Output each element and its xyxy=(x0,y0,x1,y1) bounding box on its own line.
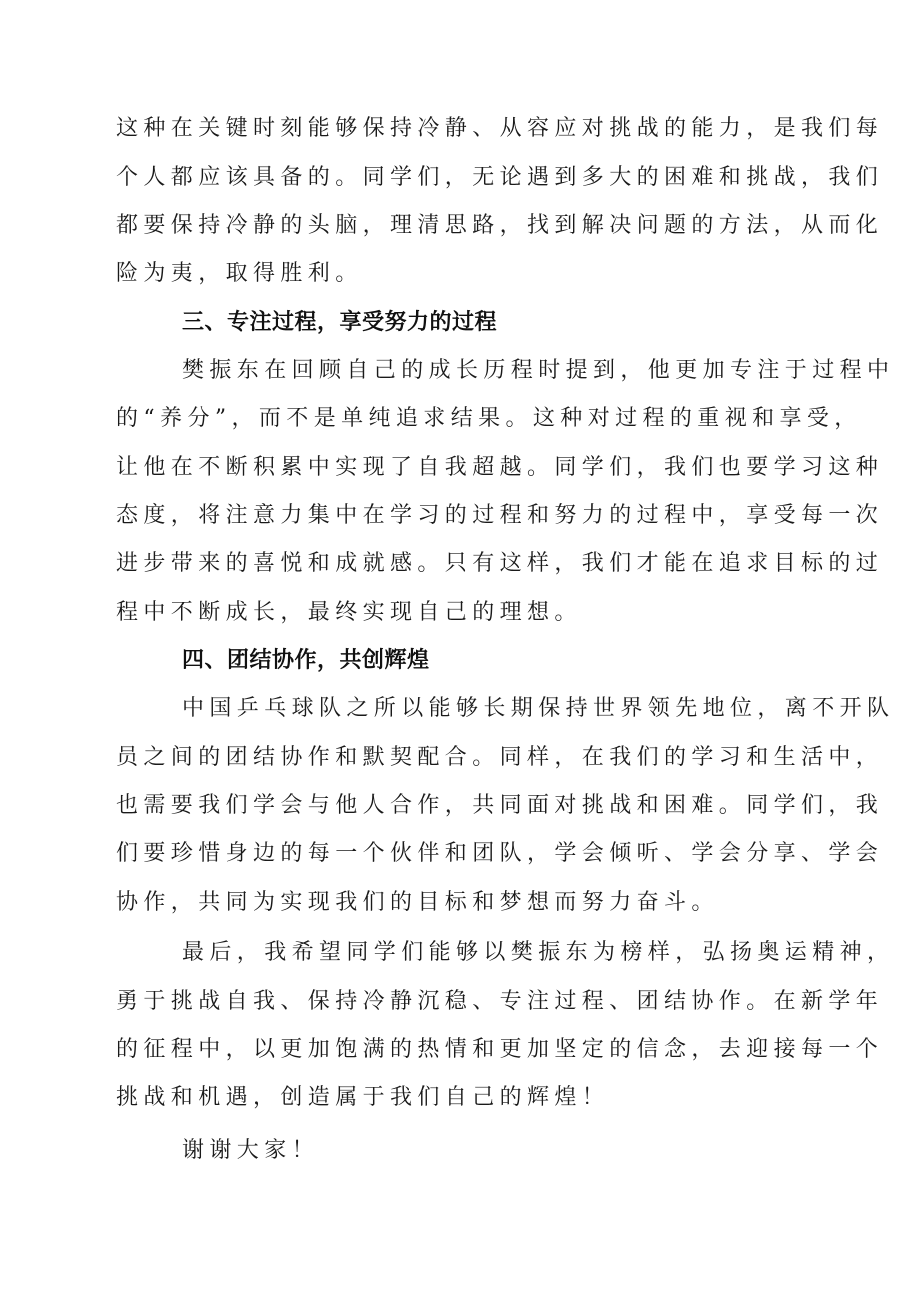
paragraph-2-line-6: 程中不断成长，最终实现自己的理想。 xyxy=(116,600,582,625)
section-heading-4: 四、团结协作，共创辉煌 xyxy=(182,648,430,673)
paragraph-1-line-1: 这种在关键时刻能够保持冷静、从容应对挑战的能力，是我们每 xyxy=(116,116,884,141)
closing-line: 谢谢大家！ xyxy=(182,1138,320,1163)
paragraph-1-line-4: 险为夷，取得胜利。 xyxy=(116,261,363,286)
paragraph-4-line-3: 的征程中，以更加饱满的热情和更加坚定的信念，去迎接每一个 xyxy=(116,1037,884,1062)
paragraph-3-line-1: 中国乒乓球队之所以能够长期保持世界领先地位，离不开队 xyxy=(182,696,895,721)
paragraph-4-line-1: 最后，我希望同学们能够以樊振东为榜样，弘扬奥运精神， xyxy=(182,940,895,965)
section-heading-3: 三、专注过程，享受努力的过程 xyxy=(182,310,498,335)
paragraph-1-line-2: 个人都应该具备的。同学们，无论遇到多大的困难和挑战，我们 xyxy=(116,165,884,190)
paragraph-3-line-2: 员之间的团结协作和默契配合。同样，在我们的学习和生活中， xyxy=(116,745,884,770)
paragraph-2-line-5: 进步带来的喜悦和成就感。只有这样，我们才能在追求目标的过 xyxy=(116,551,884,576)
paragraph-2-line-4: 态度，将注意力集中在学习的过程和努力的过程中，享受每一次 xyxy=(116,503,884,528)
paragraph-2-line-3: 让他在不断积累中实现了自我超越。同学们，我们也要学习这种 xyxy=(116,455,884,480)
paragraph-3-line-3: 也需要我们学会与他人合作，共同面对挑战和困难。同学们，我 xyxy=(116,793,884,818)
paragraph-3-line-5: 协作，共同为实现我们的目标和梦想而努力奋斗。 xyxy=(116,890,719,915)
paragraph-3-line-4: 们要珍惜身边的每一个伙伴和团队，学会倾听、学会分享、学会 xyxy=(116,841,884,866)
paragraph-4-line-2: 勇于挑战自我、保持冷静沉稳、专注过程、团结协作。在新学年 xyxy=(116,989,884,1014)
paragraph-2-line-2: 的“养分”，而不是单纯追求结果。这种对过程的重视和享受， xyxy=(116,406,862,431)
paragraph-2-line-1: 樊振东在回顾自己的成长历程时提到，他更加专注于过程中 xyxy=(182,358,895,383)
paragraph-1-line-3: 都要保持冷静的头脑，理清思路，找到解决问题的方法，从而化 xyxy=(116,213,884,238)
paragraph-4-line-4: 挑战和机遇，创造属于我们自己的辉煌！ xyxy=(116,1085,610,1110)
